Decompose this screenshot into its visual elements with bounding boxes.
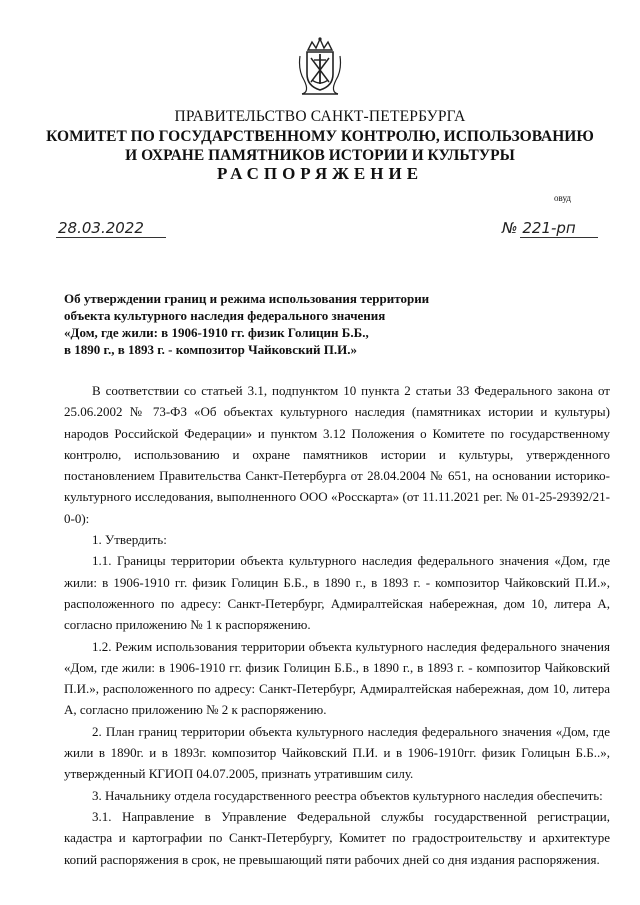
clause-2: 2. План границ территории объекта культурного наследия федерального значения «Дом, где жили в 1890г. и в 1893г. композитор Чайковский П.И. и в 1906-1910гг. физик Голицын Б.Б..», утвержденный КГИОП 04.07.2005, признать утратившим силу. xyxy=(64,723,610,782)
document-number: № 221-рп xyxy=(502,219,576,237)
document-type: РАСПОРЯЖЕНИЕ xyxy=(216,164,424,183)
subject-line: Об утверждении границ и режима использования территории xyxy=(64,291,430,306)
committee-title-line-2: И ОХРАНЕ ПАМЯТНИКОВ ИСТОРИИ И КУЛЬТУРЫ xyxy=(125,147,515,164)
date-underline xyxy=(56,237,166,238)
stamp-mark: овуд xyxy=(554,193,571,203)
committee-title-line-1: КОМИТЕТ ПО ГОСУДАРСТВЕННОМУ КОНТРОЛЮ, ИСПОЛЬЗОВАНИЮ xyxy=(46,128,594,145)
document-subject xyxy=(64,290,484,358)
clause-1-2: 1.2. Режим использования территории объекта культурного наследия федерального значения «Дом, где жили: в 1906-1910 гг. физик Голицин Б.Б., в 1890 г., в 1893 г. - композитор Чайковский П.И.», расположенного по адресу: Санкт-Петербург, Адмиралтейская набережная, дом 10, литера А, согласно приложению № 2 к распоряжению. xyxy=(64,638,610,718)
number-underline xyxy=(520,237,598,238)
coat-of-arms-emblem xyxy=(298,36,342,98)
clause-1-1: 1.1. Границы территории объекта культурного наследия федерального значения «Дом, где жили: в 1906-1910 гг. физик Голицин Б.Б., в 1890 г., в 1893 г. - композитор Чайковский П.И.», расположенного по адресу: Санкт-Петербург, Адмиралтейская набережная, дом 10, литера А, согласно приложению № 1 к распоряжению. xyxy=(64,553,610,633)
preamble-paragraph: В соответствии со статьей 3.1, подпунктом 10 пункта 2 статьи 33 Федерального закона от 25.06.2002 № 73-ФЗ «Об объектах культурного наследия (памятниках истории и культуры) народов Российской Федерации» и пунктом 3.12 Положения о Комитете по государственному контролю, использованию и охране памятников истории и культуры, утвержденного постановлением Правительства Санкт-Петербурга от 28.04.2004 № 651, на основании историко-культурного исследования, выполненного ООО «Росскарта» (от 11.11.2021 рег. № 01-25-29392/21-0-0): xyxy=(64,383,610,526)
subject-line: в 1890 г., в 1893 г. - композитор Чайковский П.И.» xyxy=(64,342,357,357)
subject-line: «Дом, где жили: в 1906-1910 гг. физик Голицин Б.Б., xyxy=(64,325,369,340)
committee-title xyxy=(0,127,640,165)
document-body xyxy=(64,380,610,870)
document-date: 28.03.2022 xyxy=(58,219,144,237)
clause-1: 1. Утвердить: xyxy=(92,532,167,548)
subject-line: объекта культурного наследия федерального значения xyxy=(64,308,386,323)
clause-3-1: 3.1. Направление в Управление Федеральной службы государственной регистрации, кадастра и картографии по Санкт-Петербургу, Комитет по градостроительству и архитектуре копий распоряжения в срок, не превышающий пяти рабочих дней со дня издания распоряжения. xyxy=(64,808,610,867)
government-title: ПРАВИТЕЛЬСТВО САНКТ-ПЕТЕРБУРГА xyxy=(174,108,466,125)
clause-3: 3. Начальнику отдела государственного реестра объектов культурного наследия обеспечить: xyxy=(92,787,603,803)
